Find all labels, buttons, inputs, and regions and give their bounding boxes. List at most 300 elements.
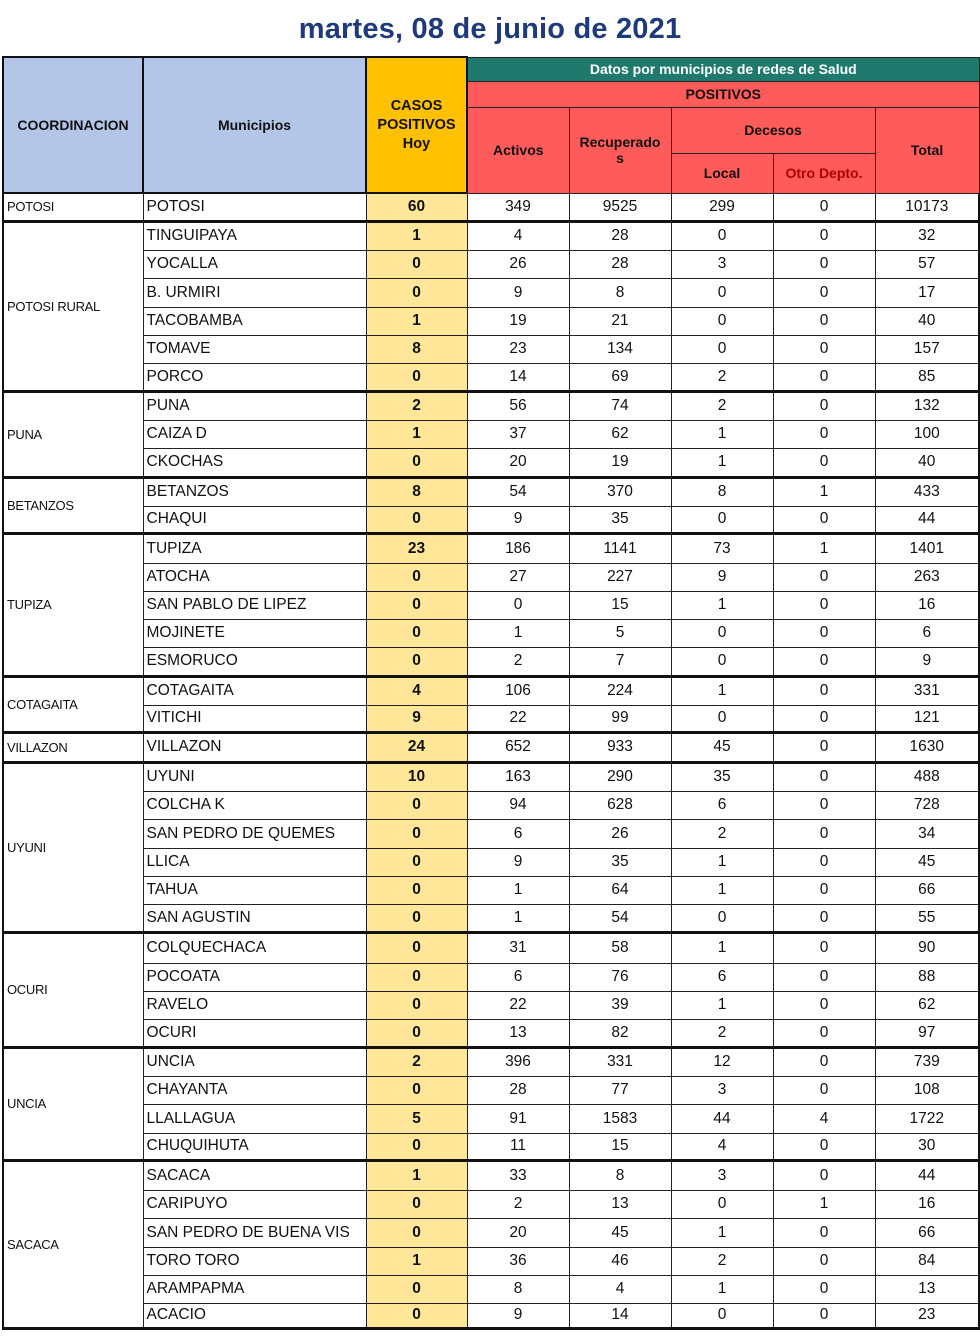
activos-cell: 9 xyxy=(467,506,569,533)
municipio-cell: YOCALLA xyxy=(143,250,366,278)
coordinacion-cell: SACACA xyxy=(3,1160,143,1328)
decesos-otro-depto-cell: 0 xyxy=(773,991,875,1019)
casos-hoy-cell: 0 xyxy=(366,591,467,619)
decesos-otro-depto-cell: 0 xyxy=(773,762,875,791)
table-row xyxy=(3,420,979,448)
recuperados-cell: 1583 xyxy=(569,1104,671,1133)
recuperados-cell: 64 xyxy=(569,876,671,904)
table-row xyxy=(3,563,979,591)
casos-hoy-cell: 0 xyxy=(366,1019,467,1047)
recuperados-cell: 35 xyxy=(569,848,671,876)
table-row xyxy=(3,1076,979,1104)
recuperados-cell: 4 xyxy=(569,1275,671,1303)
total-cell: 66 xyxy=(875,1218,979,1247)
decesos-local-cell: 6 xyxy=(671,963,773,991)
decesos-local-cell: 2 xyxy=(671,819,773,848)
municipio-cell: B. URMIRI xyxy=(143,278,366,307)
header-casos-line3: Hoy xyxy=(402,135,431,152)
header-datos-municipios: Datos por municipios de redes de Salud xyxy=(467,57,979,81)
recuperados-cell: 5 xyxy=(569,619,671,647)
decesos-local-cell: 1 xyxy=(671,1275,773,1303)
recuperados-cell: 227 xyxy=(569,563,671,591)
recuperados-cell: 134 xyxy=(569,335,671,363)
municipio-cell: TUPIZA xyxy=(143,533,366,563)
coordinacion-cell: VILLAZON xyxy=(3,732,143,762)
activos-cell: 9 xyxy=(467,848,569,876)
total-cell: 17 xyxy=(875,278,979,307)
municipio-cell: COTAGAITA xyxy=(143,676,366,705)
municipio-cell: LLALLAGUA xyxy=(143,1104,366,1133)
decesos-otro-depto-cell: 0 xyxy=(773,791,875,819)
total-cell: 44 xyxy=(875,1160,979,1190)
municipio-cell: TAHUA xyxy=(143,876,366,904)
header-positivos: POSITIVOS xyxy=(467,81,979,107)
decesos-otro-depto-cell: 0 xyxy=(773,647,875,676)
municipio-cell: SAN AGUSTIN xyxy=(143,904,366,932)
total-cell: 84 xyxy=(875,1247,979,1275)
casos-hoy-cell: 10 xyxy=(366,762,467,791)
header-recuperados xyxy=(569,107,671,193)
decesos-otro-depto-cell: 0 xyxy=(773,193,875,221)
activos-cell: 23 xyxy=(467,335,569,363)
table-row xyxy=(3,1047,979,1076)
municipio-cell: POCOATA xyxy=(143,963,366,991)
header-activos: Activos xyxy=(467,107,569,193)
header-total: Total xyxy=(875,107,979,193)
municipio-cell: PORCO xyxy=(143,363,366,391)
activos-cell: 28 xyxy=(467,1076,569,1104)
activos-cell: 33 xyxy=(467,1160,569,1190)
table-row xyxy=(3,1190,979,1218)
decesos-local-cell: 1 xyxy=(671,448,773,477)
recuperados-cell: 290 xyxy=(569,762,671,791)
municipio-cell: MOJINETE xyxy=(143,619,366,647)
decesos-local-cell: 1 xyxy=(671,991,773,1019)
decesos-local-cell: 0 xyxy=(671,221,773,250)
coordinacion-cell: UYUNI xyxy=(3,762,143,932)
decesos-local-cell: 44 xyxy=(671,1104,773,1133)
table-row xyxy=(3,335,979,363)
municipio-cell: UNCIA xyxy=(143,1047,366,1076)
total-cell: 100 xyxy=(875,420,979,448)
casos-hoy-cell: 23 xyxy=(366,533,467,563)
casos-hoy-cell: 0 xyxy=(366,991,467,1019)
casos-hoy-cell: 0 xyxy=(366,1275,467,1303)
decesos-local-cell: 0 xyxy=(671,1303,773,1328)
casos-hoy-cell: 5 xyxy=(366,1104,467,1133)
total-cell: 44 xyxy=(875,506,979,533)
total-cell: 16 xyxy=(875,591,979,619)
total-cell: 10173 xyxy=(875,193,979,221)
casos-hoy-cell: 0 xyxy=(366,1190,467,1218)
recuperados-cell: 8 xyxy=(569,278,671,307)
decesos-otro-depto-cell: 0 xyxy=(773,876,875,904)
table-row xyxy=(3,676,979,705)
total-cell: 85 xyxy=(875,363,979,391)
activos-cell: 54 xyxy=(467,477,569,506)
casos-hoy-cell: 0 xyxy=(366,448,467,477)
activos-cell: 6 xyxy=(467,963,569,991)
activos-cell: 652 xyxy=(467,732,569,762)
total-cell: 1630 xyxy=(875,732,979,762)
casos-hoy-cell: 0 xyxy=(366,848,467,876)
decesos-otro-depto-cell: 0 xyxy=(773,963,875,991)
table-row xyxy=(3,1133,979,1160)
table-row xyxy=(3,278,979,307)
casos-hoy-cell: 8 xyxy=(366,477,467,506)
table-row xyxy=(3,619,979,647)
decesos-local-cell: 1 xyxy=(671,932,773,963)
recuperados-cell: 76 xyxy=(569,963,671,991)
total-cell: 6 xyxy=(875,619,979,647)
table-row xyxy=(3,1019,979,1047)
total-cell: 16 xyxy=(875,1190,979,1218)
decesos-otro-depto-cell: 0 xyxy=(773,732,875,762)
casos-hoy-cell: 0 xyxy=(366,506,467,533)
total-cell: 157 xyxy=(875,335,979,363)
decesos-otro-depto-cell: 0 xyxy=(773,307,875,335)
activos-cell: 6 xyxy=(467,819,569,848)
total-cell: 13 xyxy=(875,1275,979,1303)
coordinacion-cell: COTAGAITA xyxy=(3,676,143,732)
decesos-local-cell: 0 xyxy=(671,904,773,932)
decesos-local-cell: 12 xyxy=(671,1047,773,1076)
decesos-local-cell: 0 xyxy=(671,307,773,335)
total-cell: 57 xyxy=(875,250,979,278)
total-cell: 331 xyxy=(875,676,979,705)
decesos-otro-depto-cell: 0 xyxy=(773,391,875,420)
total-cell: 1401 xyxy=(875,533,979,563)
total-cell: 32 xyxy=(875,221,979,250)
decesos-local-cell: 2 xyxy=(671,363,773,391)
recuperados-cell: 99 xyxy=(569,705,671,732)
municipio-cell: VITICHI xyxy=(143,705,366,732)
municipio-cell: UYUNI xyxy=(143,762,366,791)
decesos-local-cell: 9 xyxy=(671,563,773,591)
recuperados-cell: 224 xyxy=(569,676,671,705)
table-row xyxy=(3,250,979,278)
activos-cell: 13 xyxy=(467,1019,569,1047)
decesos-otro-depto-cell: 0 xyxy=(773,848,875,876)
table-header xyxy=(3,57,979,193)
total-cell: 90 xyxy=(875,932,979,963)
table-row xyxy=(3,732,979,762)
activos-cell: 22 xyxy=(467,705,569,732)
decesos-local-cell: 35 xyxy=(671,762,773,791)
decesos-otro-depto-cell: 0 xyxy=(773,1303,875,1328)
decesos-otro-depto-cell: 1 xyxy=(773,533,875,563)
casos-hoy-cell: 0 xyxy=(366,250,467,278)
casos-hoy-cell: 4 xyxy=(366,676,467,705)
total-cell: 88 xyxy=(875,963,979,991)
recuperados-cell: 13 xyxy=(569,1190,671,1218)
table-row xyxy=(3,533,979,563)
activos-cell: 31 xyxy=(467,932,569,963)
casos-hoy-cell: 60 xyxy=(366,193,467,221)
activos-cell: 396 xyxy=(467,1047,569,1076)
header-municipios: Municipios xyxy=(143,57,366,193)
decesos-otro-depto-cell: 0 xyxy=(773,676,875,705)
table-row xyxy=(3,1160,979,1190)
decesos-local-cell: 1 xyxy=(671,591,773,619)
total-cell: 488 xyxy=(875,762,979,791)
table-row xyxy=(3,363,979,391)
activos-cell: 27 xyxy=(467,563,569,591)
decesos-otro-depto-cell: 0 xyxy=(773,335,875,363)
decesos-otro-depto-cell: 0 xyxy=(773,591,875,619)
table-row xyxy=(3,477,979,506)
table-row xyxy=(3,1275,979,1303)
table-row xyxy=(3,963,979,991)
decesos-otro-depto-cell: 0 xyxy=(773,705,875,732)
recuperados-cell: 54 xyxy=(569,904,671,932)
coordinacion-cell: OCURI xyxy=(3,932,143,1047)
casos-hoy-cell: 1 xyxy=(366,307,467,335)
decesos-local-cell: 45 xyxy=(671,732,773,762)
recuperados-cell: 69 xyxy=(569,363,671,391)
table-row xyxy=(3,904,979,932)
decesos-otro-depto-cell: 4 xyxy=(773,1104,875,1133)
decesos-local-cell: 1 xyxy=(671,848,773,876)
decesos-local-cell: 2 xyxy=(671,1247,773,1275)
decesos-local-cell: 6 xyxy=(671,791,773,819)
total-cell: 34 xyxy=(875,819,979,848)
table-row xyxy=(3,307,979,335)
decesos-local-cell: 3 xyxy=(671,1076,773,1104)
coordinacion-cell: BETANZOS xyxy=(3,477,143,533)
casos-hoy-cell: 0 xyxy=(366,363,467,391)
total-cell: 30 xyxy=(875,1133,979,1160)
decesos-local-cell: 3 xyxy=(671,250,773,278)
coordinacion-cell: TUPIZA xyxy=(3,533,143,676)
casos-hoy-cell: 24 xyxy=(366,732,467,762)
decesos-otro-depto-cell: 0 xyxy=(773,250,875,278)
municipio-cell: PUNA xyxy=(143,391,366,420)
decesos-local-cell: 299 xyxy=(671,193,773,221)
table-row xyxy=(3,1303,979,1328)
decesos-local-cell: 2 xyxy=(671,391,773,420)
activos-cell: 2 xyxy=(467,1190,569,1218)
decesos-otro-depto-cell: 0 xyxy=(773,932,875,963)
casos-hoy-cell: 2 xyxy=(366,391,467,420)
casos-hoy-cell: 0 xyxy=(366,819,467,848)
casos-hoy-cell: 1 xyxy=(366,221,467,250)
activos-cell: 9 xyxy=(467,1303,569,1328)
header-local: Local xyxy=(671,153,773,193)
header-otro-depto: Otro Depto. xyxy=(773,153,875,193)
activos-cell: 4 xyxy=(467,221,569,250)
header-coordinacion: COORDINACION xyxy=(3,57,143,193)
recuperados-cell: 46 xyxy=(569,1247,671,1275)
table-row xyxy=(3,221,979,250)
coordinacion-cell: POTOSI xyxy=(3,193,143,221)
coordinacion-cell: UNCIA xyxy=(3,1047,143,1160)
decesos-local-cell: 1 xyxy=(671,1218,773,1247)
decesos-otro-depto-cell: 0 xyxy=(773,904,875,932)
casos-hoy-cell: 0 xyxy=(366,904,467,932)
table-row xyxy=(3,647,979,676)
casos-hoy-cell: 9 xyxy=(366,705,467,732)
decesos-otro-depto-cell: 0 xyxy=(773,1160,875,1190)
decesos-local-cell: 73 xyxy=(671,533,773,563)
recuperados-cell: 82 xyxy=(569,1019,671,1047)
decesos-local-cell: 8 xyxy=(671,477,773,506)
recuperados-cell: 58 xyxy=(569,932,671,963)
recuperados-cell: 370 xyxy=(569,477,671,506)
recuperados-cell: 7 xyxy=(569,647,671,676)
casos-hoy-cell: 0 xyxy=(366,1076,467,1104)
table-row xyxy=(3,591,979,619)
table-row xyxy=(3,1104,979,1133)
activos-cell: 94 xyxy=(467,791,569,819)
decesos-otro-depto-cell: 0 xyxy=(773,278,875,307)
total-cell: 23 xyxy=(875,1303,979,1328)
municipio-cell: ESMORUCO xyxy=(143,647,366,676)
activos-cell: 8 xyxy=(467,1275,569,1303)
table-row xyxy=(3,193,979,221)
total-cell: 40 xyxy=(875,307,979,335)
municipio-cell: POTOSI xyxy=(143,193,366,221)
decesos-otro-depto-cell: 0 xyxy=(773,619,875,647)
total-cell: 728 xyxy=(875,791,979,819)
recuperados-cell: 628 xyxy=(569,791,671,819)
recuperados-cell: 77 xyxy=(569,1076,671,1104)
activos-cell: 1 xyxy=(467,876,569,904)
table-row xyxy=(3,448,979,477)
recuperados-cell: 62 xyxy=(569,420,671,448)
recuperados-cell: 9525 xyxy=(569,193,671,221)
decesos-otro-depto-cell: 0 xyxy=(773,221,875,250)
total-cell: 55 xyxy=(875,904,979,932)
decesos-local-cell: 3 xyxy=(671,1160,773,1190)
activos-cell: 91 xyxy=(467,1104,569,1133)
decesos-otro-depto-cell: 1 xyxy=(773,1190,875,1218)
activos-cell: 349 xyxy=(467,193,569,221)
activos-cell: 22 xyxy=(467,991,569,1019)
header-recuperados-line2: s xyxy=(616,150,624,166)
decesos-otro-depto-cell: 0 xyxy=(773,1275,875,1303)
activos-cell: 186 xyxy=(467,533,569,563)
total-cell: 739 xyxy=(875,1047,979,1076)
recuperados-cell: 19 xyxy=(569,448,671,477)
coordinacion-cell: POTOSI RURAL xyxy=(3,221,143,391)
decesos-local-cell: 0 xyxy=(671,647,773,676)
recuperados-cell: 26 xyxy=(569,819,671,848)
activos-cell: 2 xyxy=(467,647,569,676)
header-decesos: Decesos xyxy=(671,107,875,153)
activos-cell: 0 xyxy=(467,591,569,619)
total-cell: 433 xyxy=(875,477,979,506)
decesos-otro-depto-cell: 0 xyxy=(773,819,875,848)
recuperados-cell: 1141 xyxy=(569,533,671,563)
municipio-cell: CAIZA D xyxy=(143,420,366,448)
municipio-cell: CARIPUYO xyxy=(143,1190,366,1218)
recuperados-cell: 21 xyxy=(569,307,671,335)
municipio-cell: SACACA xyxy=(143,1160,366,1190)
recuperados-cell: 14 xyxy=(569,1303,671,1328)
recuperados-cell: 15 xyxy=(569,1133,671,1160)
decesos-otro-depto-cell: 0 xyxy=(773,1247,875,1275)
municipio-cell: TOMAVE xyxy=(143,335,366,363)
recuperados-cell: 933 xyxy=(569,732,671,762)
municipio-cell: CHAYANTA xyxy=(143,1076,366,1104)
casos-hoy-cell: 1 xyxy=(366,420,467,448)
recuperados-cell: 39 xyxy=(569,991,671,1019)
decesos-local-cell: 0 xyxy=(671,619,773,647)
activos-cell: 9 xyxy=(467,278,569,307)
municipio-cell: TINGUIPAYA xyxy=(143,221,366,250)
table-row xyxy=(3,819,979,848)
municipio-cell: COLCHA K xyxy=(143,791,366,819)
table-row xyxy=(3,791,979,819)
decesos-local-cell: 2 xyxy=(671,1019,773,1047)
total-cell: 1722 xyxy=(875,1104,979,1133)
activos-cell: 14 xyxy=(467,363,569,391)
recuperados-cell: 28 xyxy=(569,250,671,278)
decesos-otro-depto-cell: 0 xyxy=(773,563,875,591)
table-row xyxy=(3,705,979,732)
decesos-otro-depto-cell: 0 xyxy=(773,1047,875,1076)
table-row xyxy=(3,391,979,420)
covid-municipal-table xyxy=(2,56,980,1330)
activos-cell: 106 xyxy=(467,676,569,705)
municipio-cell: SAN PABLO DE LIPEZ xyxy=(143,591,366,619)
total-cell: 121 xyxy=(875,705,979,732)
activos-cell: 1 xyxy=(467,904,569,932)
municipio-cell: SAN PEDRO DE BUENA VIS xyxy=(143,1218,366,1247)
recuperados-cell: 331 xyxy=(569,1047,671,1076)
table-row xyxy=(3,1218,979,1247)
total-cell: 108 xyxy=(875,1076,979,1104)
casos-hoy-cell: 0 xyxy=(366,932,467,963)
header-casos-line2: POSITIVOS xyxy=(377,116,456,133)
municipio-cell: ARAMPAPMA xyxy=(143,1275,366,1303)
decesos-local-cell: 0 xyxy=(671,506,773,533)
casos-hoy-cell: 0 xyxy=(366,278,467,307)
decesos-local-cell: 0 xyxy=(671,278,773,307)
municipio-cell: TORO TORO xyxy=(143,1247,366,1275)
decesos-otro-depto-cell: 0 xyxy=(773,1019,875,1047)
activos-cell: 20 xyxy=(467,1218,569,1247)
activos-cell: 20 xyxy=(467,448,569,477)
casos-hoy-cell: 0 xyxy=(366,876,467,904)
header-casos-line1: CASOS xyxy=(390,97,443,114)
table-row xyxy=(3,506,979,533)
casos-hoy-cell: 0 xyxy=(366,1218,467,1247)
municipio-cell: ATOCHA xyxy=(143,563,366,591)
decesos-otro-depto-cell: 0 xyxy=(773,448,875,477)
decesos-otro-depto-cell: 1 xyxy=(773,477,875,506)
municipio-cell: ACACIO xyxy=(143,1303,366,1328)
table-row xyxy=(3,991,979,1019)
header-recuperados-line1: Recuperado xyxy=(579,134,661,150)
decesos-otro-depto-cell: 0 xyxy=(773,420,875,448)
decesos-local-cell: 0 xyxy=(671,335,773,363)
casos-hoy-cell: 0 xyxy=(366,1133,467,1160)
casos-hoy-cell: 2 xyxy=(366,1047,467,1076)
total-cell: 97 xyxy=(875,1019,979,1047)
activos-cell: 36 xyxy=(467,1247,569,1275)
municipio-cell: SAN PEDRO DE QUEMES xyxy=(143,819,366,848)
casos-hoy-cell: 8 xyxy=(366,335,467,363)
casos-hoy-cell: 0 xyxy=(366,1303,467,1328)
municipio-cell: CHAQUI xyxy=(143,506,366,533)
activos-cell: 11 xyxy=(467,1133,569,1160)
municipio-cell: VILLAZON xyxy=(143,732,366,762)
decesos-local-cell: 4 xyxy=(671,1133,773,1160)
activos-cell: 1 xyxy=(467,619,569,647)
total-cell: 62 xyxy=(875,991,979,1019)
